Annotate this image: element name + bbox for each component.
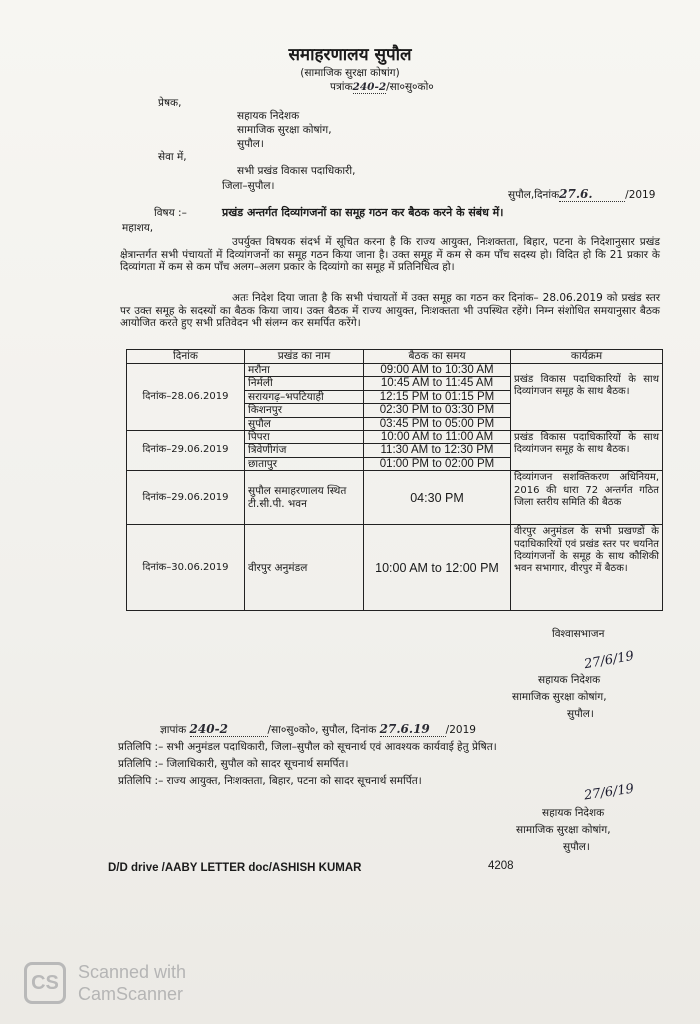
time-cell: 12:15 PM to 01:15 PM [364,390,511,403]
header-program: कार्यक्रम [511,350,663,364]
table-row [127,525,663,611]
program-cell: प्रखंड विकास पदाधिकारियों के साथ दिव्यांगजन समूह के साथ बैठक। [511,431,663,471]
signature-1: 27/6/19 [583,648,636,673]
recipient-label: सेवा में, [158,151,187,163]
sender-line2: सामाजिक सुरक्षा कोषांग, [237,124,332,136]
block-cell: सरायगढ़–भपटियाही [245,390,364,403]
date-cell: दिनांक–29.06.2019 [127,471,245,525]
closing-place: सुपौल। [567,708,594,720]
file-code: 4208 [488,860,514,872]
sender-line1: सहायक निदेशक [237,110,300,122]
closing-faithful: विश्वासभाजन [552,628,605,640]
copy-line-1: प्रतिलिपि :– सभी अनुमंडल पदाधिकारी, जिला–सुपौल को सूचनार्थ एवं आवश्यक कार्यवाई हेतु प्रेषित। [118,741,497,753]
closing-office: सामाजिक सुरक्षा कोषांग, [512,691,607,703]
block-cell: त्रिवेणीगंज [245,444,364,457]
copy-line-2: प्रतिलिपि :– जिलाधिकारी, सुपौल को सादर सूचनार्थ समर्पित। [118,758,349,770]
office-title: समाहरणालय सुपौल [288,45,412,65]
date-cell: दिनांक–29.06.2019 [127,431,245,471]
closing2-designation: सहायक निदेशक [542,807,605,819]
body-paragraph-1: उपर्युक्त विषयक संदर्भ में सूचित करना है कि राज्य आयुक्त, निःशक्तता, बिहार, पटना के निदेशानुसार प्रखंड क्षेत्रान्तर्गत सभी पंचायतों में दिव्यांगजनों का समूह गठन किया जाना है। उक्त समूह में कम से कम पाँच सदस्य हो। विदित हो कि 21 प्रकार के दिव्यांगता में कम से कम पाँच अलग–अलग प्रकार के दिव्यांगो का समूह में प्रतिनिधित्व हो। [120,236,660,274]
block-cell: सुपौल समाहरणालय स्थित टी.सी.पी. भवन [245,471,364,525]
block-cell: वीरपुर अनुमंडल [245,525,364,611]
block-cell: मरौना [245,364,364,377]
header-date: दिनांक [127,350,245,364]
body-paragraph-2: अतः निदेश दिया जाता है कि सभी पंचायतों में उक्त समूह का गठन कर दिनांक– 28.06.2019 को प्रखंड स्तर पर उक्त समूह के सदस्यों का बैठक किया जाय। उक्त बैठक में राज्य आयुक्त, निःशक्तता भी उपस्थित रहेंगे। निम्न संशोधित समयानुसार बैठक आयोजित करते हुए सभी प्रतिवेदन भी संलग्न कर समर्पित करेंगे। [120,292,660,330]
ref-number: 240-2 [352,81,387,93]
office-subtitle: (सामाजिक सुरक्षा कोषांग) [300,67,400,79]
sender-line3: सुपौल। [237,138,264,150]
date-cell: दिनांक–28.06.2019 [127,364,245,431]
watermark-line2: CamScanner [78,984,184,1004]
letter-date: सुपौल,दिनांक27.6. /2019 [508,187,656,201]
block-cell: किशनपुर [245,404,364,417]
subject-text: प्रखंड अन्तर्गत दिव्यांगजनों का समूह गठन कर बैठक करने के संबंध में। [222,206,504,219]
sender-label: प्रेषक, [158,97,182,109]
program-cell: वीरपुर अनुमंडल के सभी प्रखण्डों के पदाधिकारियों एवं प्रखंड स्तर पर चयनित दिव्यांगजनों के समूह के साथ कौशिकी भवन सभागार, वीरपुर में बैठक। [511,525,663,611]
table-row [127,431,663,444]
time-cell: 10:00 AM to 12:00 PM [364,525,511,611]
block-cell: पिपरा [245,431,364,444]
meeting-schedule-table [126,349,663,611]
table-row [127,364,663,377]
recipient-line1: सभी प्रखंड विकास पदाधिकारी, [237,165,356,177]
time-cell: 10:00 AM to 11:00 AM [364,431,511,444]
subject-label: विषय :– [154,207,187,219]
memo-line: ज्ञापांक 240-2 /सा०सु०को०, सुपौल, दिनांक 27.6.19 /2019 [160,722,476,736]
camscanner-logo-icon: CS [24,962,66,1004]
program-cell: दिव्यांगजन सशक्तिकरण अधिनियम, 2016 की धारा 72 अन्तर्गत गठित जिला स्तरीय समिति की बैठक [511,471,663,525]
time-cell: 01:00 PM to 02:00 PM [364,457,511,470]
block-cell: निर्मली [245,377,364,390]
letter-reference: पत्रांक240-2/सा०सु०को० [330,81,434,93]
date-cell: दिनांक–30.06.2019 [127,525,245,611]
closing-designation: सहायक निदेशक [538,674,601,686]
time-cell: 09:00 AM to 10:30 AM [364,364,511,377]
time-cell: 11:30 AM to 12:30 PM [364,444,511,457]
table-row [127,471,663,525]
header-time: बैठक का समय [364,350,511,364]
time-cell: 02:30 PM to 03:30 PM [364,404,511,417]
copy-line-3: प्रतिलिपि :– राज्य आयुक्त, निःशक्तता, बिहार, पटना को सादर सूचनार्थ समर्पित। [118,775,422,787]
closing2-office: सामाजिक सुरक्षा कोषांग, [516,824,611,836]
salutation: महाशय, [122,222,154,234]
block-cell: छातापुर [245,457,364,470]
closing2-place: सुपौल। [563,841,590,853]
file-path: D/D drive /AABY LETTER doc/ASHISH KUMAR [108,862,362,874]
time-cell: 03:45 PM to 05:00 PM [364,417,511,430]
block-cell: सुपौल [245,417,364,430]
time-cell: 10:45 AM to 11:45 AM [364,377,511,390]
time-cell: 04:30 PM [364,471,511,525]
header-block: प्रखंड का नाम [245,350,364,364]
program-cell: प्रखंड विकास पदाधिकारियों के साथ दिव्यांगजन समूह के साथ बैठक। [511,364,663,431]
table-header-row [127,350,663,364]
watermark-line1: Scanned with [78,962,187,982]
recipient-line2: जिला–सुपौल। [222,180,275,192]
signature-2: 27/6/19 [583,781,635,804]
